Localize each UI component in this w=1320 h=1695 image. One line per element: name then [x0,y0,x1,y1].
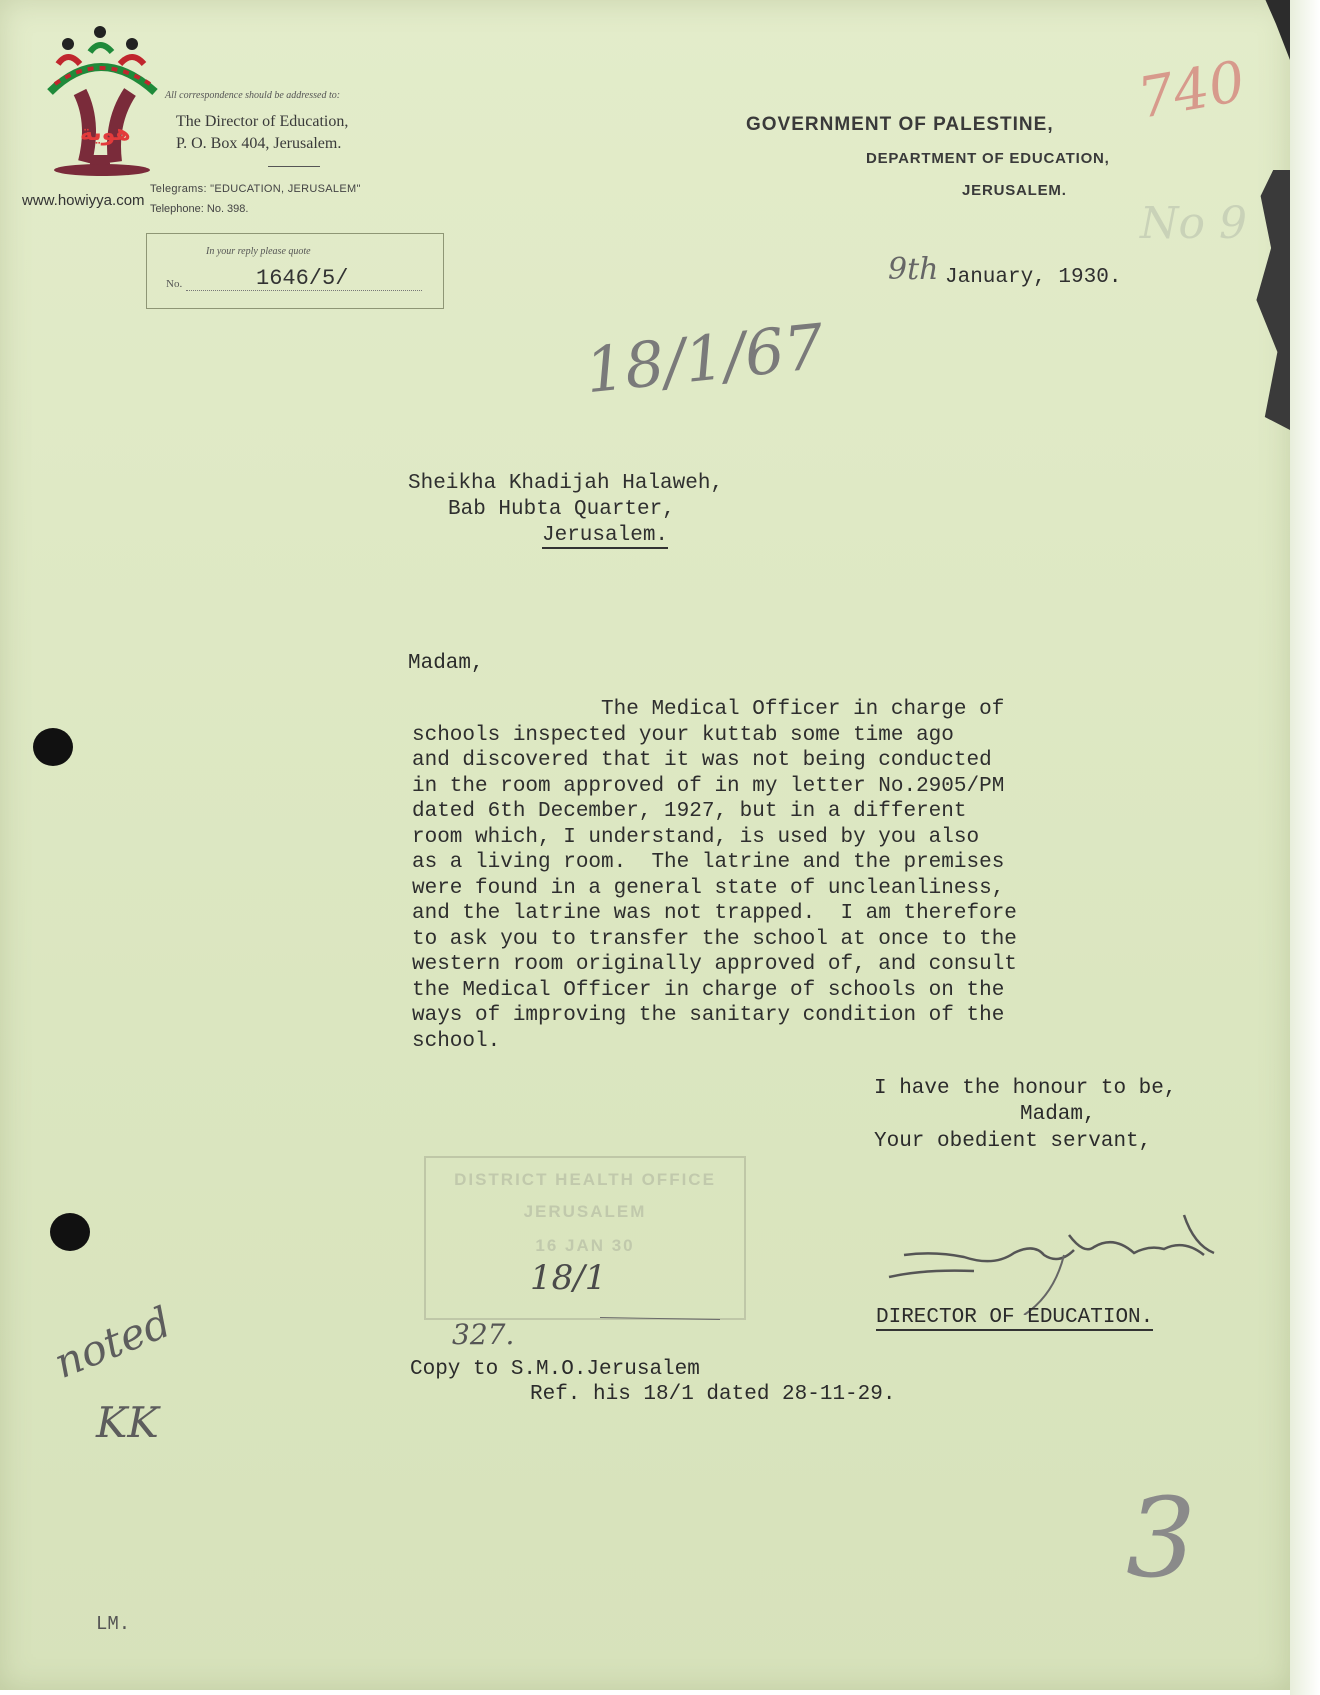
letter-body [412,697,1172,1054]
faint-number: No 9 [1140,198,1247,249]
government-heading: GOVERNMENT OF PALESTINE, [746,114,1054,135]
handwritten-initials: KK [96,1398,159,1447]
body-line: The Medical Officer in charge of [412,698,1005,721]
reply-label: In your reply please quote [206,246,311,257]
signer-title: DIRECTOR OF EDUCATION. [876,1306,1154,1329]
stamp-office: DISTRICT HEALTH OFFICE [454,1170,716,1189]
body-line: in the room approved of in my letter No.2905/PM [412,774,1005,798]
logo-text: هوية [80,121,131,146]
body-line: ways of improving the sanitary condition of the [412,1004,1005,1027]
logo-person-head [94,26,106,38]
telephone-line: Telephone: No. 398. [150,203,249,215]
closing-line-1: I have the honour to be, [874,1077,1177,1100]
address-divider [268,166,320,167]
page-edge [1290,0,1320,1695]
logo-person-head [126,38,138,50]
punch-hole [50,1213,90,1251]
address-line-1: The Director of Education, [176,113,349,130]
red-file-number: 740 [1133,49,1250,132]
copy-reference-line: Ref. his 18/1 dated 28-11-29. [530,1383,896,1406]
handwritten-noted: noted [47,1297,178,1388]
body-line: and the latrine was not trapped. I am therefore [412,902,1017,925]
reference-no-label: No. [166,278,183,290]
closing-line-2: Madam, [1020,1103,1096,1126]
department-heading: DEPARTMENT OF EDUCATION, [866,150,1110,167]
body-line: and discovered that it was not being conducted [412,749,992,772]
handwritten-327: 327. [452,1318,515,1351]
stamp-city: JERUSALEM [523,1202,647,1221]
body-line: western room originally approved of, and consult [412,953,1017,976]
recipient-quarter: Bab Hubta Quarter, [448,498,675,521]
city-heading: JERUSALEM. [962,182,1067,199]
body-line: as a living room. The latrine and the premises [412,851,1005,874]
body-line: the Medical Officer in charge of schools on the [412,978,1005,1002]
stamp-date: 16 JAN 30 [535,1236,635,1255]
punch-hole [33,728,73,766]
file-reference-handwritten: 18/1/67 [581,309,828,408]
logo-person-head [62,38,74,50]
copy-to-line: Copy to S.M.O.Jerusalem [410,1358,700,1381]
stamp-handwritten-date: 18/1 [530,1258,607,1298]
handwritten-day: 9th [888,252,939,287]
handwritten-mark: 3 [1126,1474,1196,1602]
body-line: room which, I understand, is used by you also [412,825,980,849]
recipient-name: Sheikha Khadijah Halaweh, [408,472,724,495]
telegrams-line: Telegrams: "EDUCATION, JERUSALEM" [150,183,361,195]
body-line: school. [412,1029,501,1053]
body-line: dated 6th December, 1927, but in a different [412,800,967,823]
watermark-url: www.howiyya.com [22,192,145,209]
address-note: All correspondence should be addressed to: [165,90,341,101]
body-line: schools inspected your kuttab some time ago [412,723,954,747]
closing-line-3: Your obedient servant, [874,1130,1152,1153]
director-signature [884,1195,1244,1315]
salutation: Madam, [408,652,484,675]
letter-date: January, 1930. [945,266,1122,289]
body-line: were found in a general state of uncleanliness, [412,876,1005,900]
reference-number: 1646/5/ [256,266,349,291]
recipient-city: Jerusalem. [542,524,669,547]
typist-initials: LM. [96,1613,131,1635]
howiyya-logo [40,22,170,192]
address-line-2: P. O. Box 404, Jerusalem. [176,135,342,152]
body-line: to ask you to transfer the school at once to the [412,927,1017,951]
